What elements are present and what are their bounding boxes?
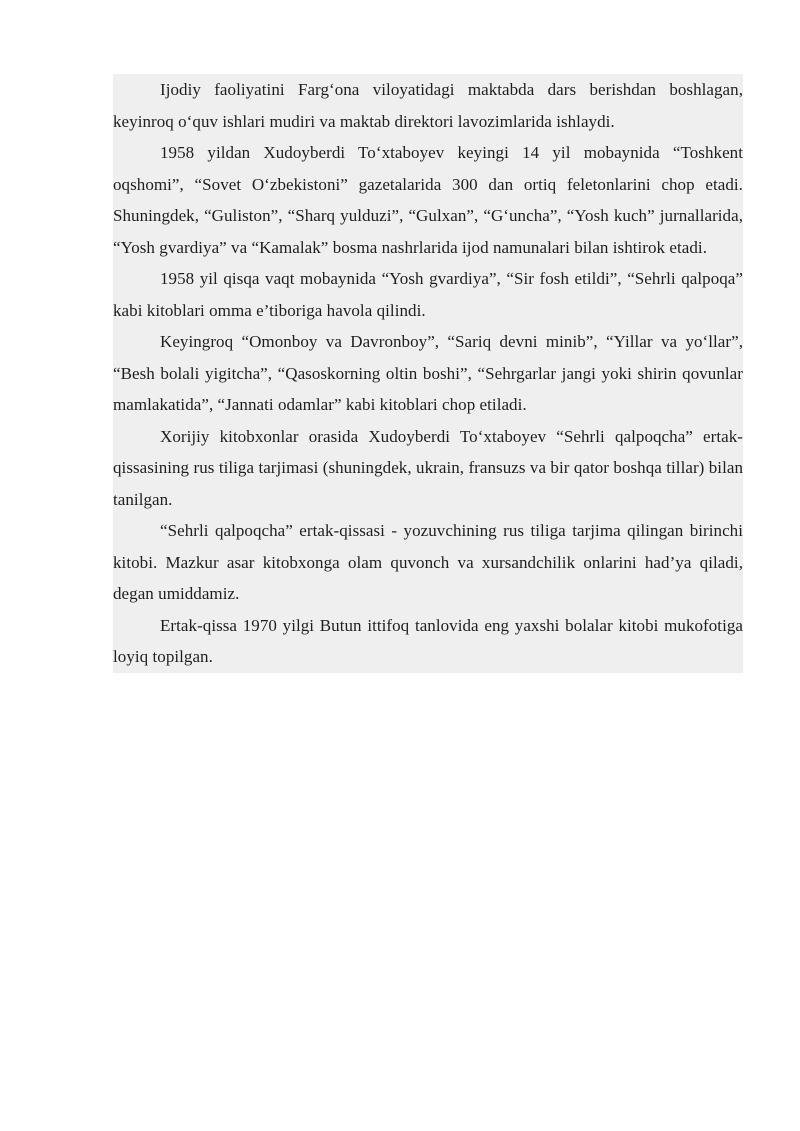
paragraph-3: 1958 yil qisqa vaqt mobaynida “Yosh gvardiya”, “Sir fosh etildi”, “Sehrli qalpoqa” kabi kitoblari omma e’tiboriga havola qilindi.: [113, 269, 743, 320]
text-body: [113, 74, 743, 673]
paragraph-5: Xorijiy kitobxonlar orasida Xudoyberdi To‘xtaboyev “Sehrli qalpoqcha” ertak-qissasining rus tiliga tarjimasi (shuningdek, ukrain, fransuzs va bir qator boshqa tillar) bilan tanilgan.: [113, 426, 743, 509]
paragraph-4: Keyingroq “Omonboy va Davronboy”, “Sariq devni minib”, “Yillar va yo‘llar”, “Besh bolali yigitcha”, “Qasoskorning oltin boshi”, “Sehrgarlar jangi yoki shirin qovunlar mamlakatida”, “Jannati odamlar” kabi kitoblari chop etiladi.: [113, 332, 743, 414]
paragraph-2: 1958 yildan Xudoyberdi To‘xtaboyev keyingi 14 yil mobaynida “Toshkent oqshomi”, “Sovet O‘zbekistoni” gazetalarida 300 dan ortiq feletonlarini chop etadi. Shuningdek, “Guliston”, “Sharq yulduzi”, “Gulxan”, “G‘uncha”, “Yosh kuch” jurnallarida, “Yosh gvardiya” va “Kamalak” bosma nashrlarida ijod namunalari bilan ishtirok etadi.: [113, 143, 743, 257]
paragraph-1: Ijodiy faoliyatini Farg‘ona viloyatidagi maktabda dars berishdan boshlagan, keyinroq o‘quv ishlari mudiri va maktab direktori lavozimlarida ishlaydi.: [113, 80, 743, 131]
paragraph-7: Ertak-qissa 1970 yilgi Butun ittifoq tanlovida eng yaxshi bolalar kitobi mukofotiga loyiq topilgan.: [113, 615, 743, 666]
paragraph-6: “Sehrli qalpoqcha” ertak-qissasi - yozuvchining rus tiliga tarjima qilingan birinchi kitobi. Mazkur asar kitobxonga olam quvonch va xursandchilik onlarini had’ya qiladi, degan umiddamiz.: [113, 521, 743, 603]
